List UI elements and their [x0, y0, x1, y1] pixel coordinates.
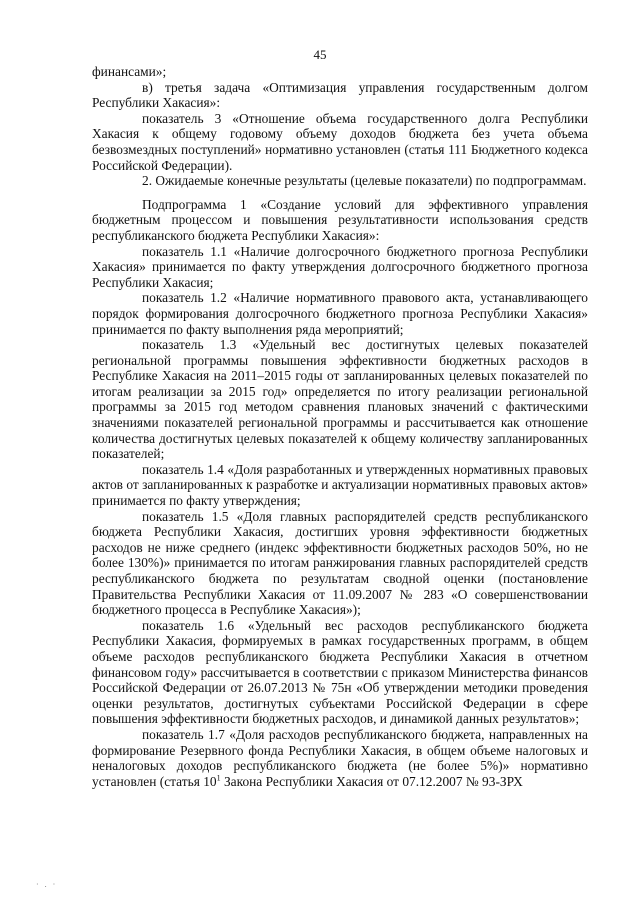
page-number: 45	[313, 47, 327, 62]
paragraph-subprogram-1: Подпрограмма 1 «Создание условий для эффективного управления бюджетным процессом и повышения результативности использования средств республиканского бюджета Республики Хакасия»:	[92, 196, 588, 243]
paragraph-indicator-1-2: показатель 1.2 «Наличие нормативного правового акта, устанавливающего порядок формирования долгосрочного бюджетного прогноза Республики Хакасия» принимается по факту выполнения ряда мероприятий;	[92, 290, 588, 337]
paragraph-indicator-1-1: показатель 1.1 «Наличие долгосрочного бюджетного прогноза Республики Хакасия» принимается по факту утверждения долгосрочного бюджетного прогноза Республики Хакасия;	[92, 243, 588, 290]
paragraph-indicator-3: показатель 3 «Отношение объема государственного долга Республики Хакасия к общему годовому объему доходов бюджета без учета объема безвозмездных поступлений» нормативно установлен (статья 111 Бюджетного кодекса Российской Федерации).	[92, 110, 588, 173]
scan-artifact: · . ·	[36, 880, 58, 889]
paragraph-indicator-1-7	[92, 727, 588, 789]
paragraph-indicator-1-4: показатель 1.4 «Доля разработанных и утвержденных нормативных правовых актов от запланированных к разработке и актуализации нормативных правовых актов» принимается по факту утверждения;	[92, 461, 588, 509]
indicator-1-7-text-continued: Закона Республики Хакасия от 07.12.2007 № 93-ЗРХ	[220, 773, 523, 789]
paragraph-continuation: финансами»;	[92, 64, 167, 79]
document-body	[92, 64, 588, 789]
paragraph-indicator-1-6: показатель 1.6 «Удельный вес расходов республиканского бюджета Республики Хакасия, формируемых в рамках государственных программ, в общем объеме расходов республиканского бюджета Республики Хакасия в отчетном финансовом году» рассчитывается в соответствии с приказом Министерства финансов Российской Федерации от 26.07.2013 № 75н «Об утверждении методики проведения оценки результатов, достигнутых субъектами Российской Федерации в сфере повышения эффективности бюджетных расходов, и динамикой данных результатов»;	[92, 617, 588, 727]
indicator-1-7-text: показатель 1.7 «Доля расходов республиканского бюджета, направленных на формирование Резервного фонда Республики Хакасия, в общем объеме налоговых и неналоговых доходов республиканского бюджета (не более 5%)» нормативно установлен (статья 10	[92, 726, 588, 789]
superscript-marker: 1	[216, 773, 221, 783]
paragraph-section-2-heading: 2. Ожидаемые конечные результаты (целевые показатели) по подпрограммам.	[142, 173, 587, 189]
paragraph-indicator-1-5: показатель 1.5 «Доля главных распорядителей средств республиканского бюджета Республики Хакасия, достигших уровня эффективности бюджетных расходов не ниже среднего (индекс эффективности бюджетных расходов 50%, но не более 130%)» принимается по итогам ранжирования главных распорядителей средств республиканского бюджета по результатам сводной оценки (постановление Правительства Республики Хакасия от 11.09.2007 № 283 «О совершенствовании бюджетного процесса в Республике Хакасия»);	[92, 508, 588, 618]
paragraph-indicator-1-3: показатель 1.3 «Удельный вес достигнутых целевых показателей региональной программы повышения эффективности бюджетных расходов в Республике Хакасия на 2011–2015 годы от запланированных целевых показателей по итогам реализации за 2015 год» определяется по итогу реализации региональной программы за 2015 год методом сравнения плановых значений с фактическими значениями показателей региональной программы и рассчитывается как отношение количества достигнутых целевых показателей к общему количеству запланированных показателей;	[92, 337, 588, 462]
paragraph-task-3: в) третья задача «Оптимизация управления государственным долгом Республики Хакасия»:	[92, 79, 588, 111]
